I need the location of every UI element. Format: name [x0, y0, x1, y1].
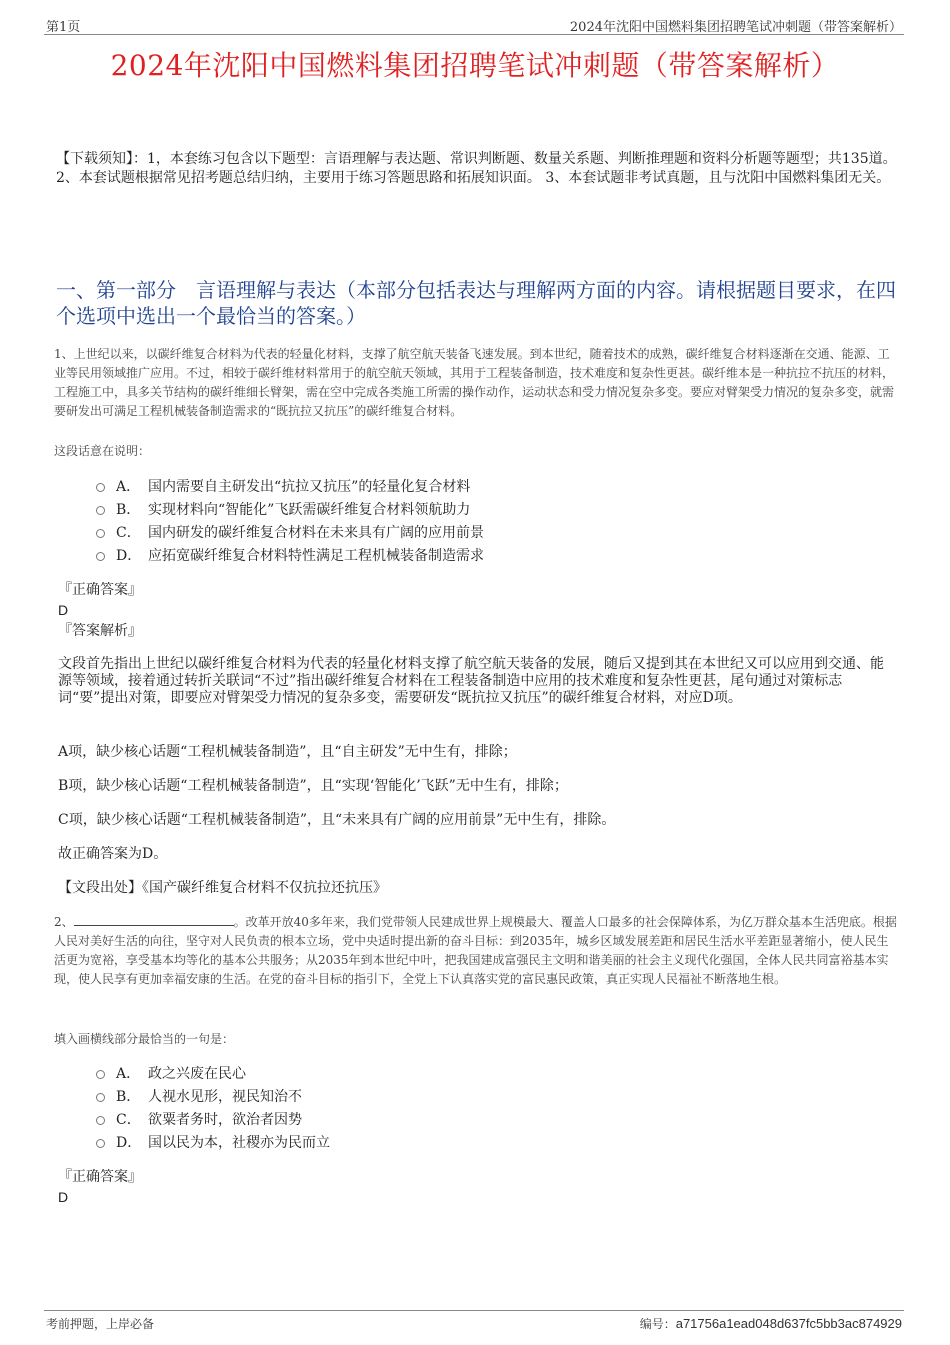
answer-label: 『正确答案』: [58, 582, 142, 598]
radio-icon[interactable]: [96, 1116, 105, 1125]
question-1-text: 1、上世纪以来，以碳纤维复合材料为代表的轻量化材料，支撑了航空航天装备飞速发展。到本世纪，随着技术的成熟，碳纤维复合材料逐渐在交通、能源、工业等民用领域推广应用。不过，相较于碳纤维材料常用于的航空航天领域，其用于工程装备制造，技术难度和复杂性更甚。碳纤维本是一种抗拉不抗压的材料，工程施工中，具多关节结构的碳纤维细长臂架，需在空中完成各类施工所需的操作动作，运动状态和受力情况复杂多变。要应对臂架受力情况的复杂多变，就需要研发出可满足工程机械装备制造需求的“既抗拉又抗压”的碳纤维复合材料。: [54, 347, 895, 418]
answer-label: 『正确答案』: [58, 1169, 142, 1185]
option-letter: C．: [116, 1111, 141, 1128]
page-footer: [44, 1310, 904, 1331]
page-number: 第1页: [46, 20, 81, 35]
option-text: 人视水见形，视民知治不: [148, 1088, 302, 1105]
option-a[interactable]: [96, 1061, 330, 1084]
analysis-conclusion: 故正确答案为D。: [58, 846, 168, 862]
option-text: 政之兴废在民心: [148, 1065, 246, 1082]
radio-icon[interactable]: [96, 1093, 105, 1102]
question-2-body: 。改革开放40多年来，我们党带领人民建成世界上规模最大、覆盖人口最多的社会保障体系，为亿万群众基本生活兜底。根据人民对美好生活的向往，坚守对人民负责的根本立场，党中央适时提出新的奋斗目标：到2035年，城乡区域发展差距和居民生活水平差距显著缩小，使人民生活更为宽裕，享受基本均等化的基本公共服务；从2035年到本世纪中叶，把我国建成富强民主文明和谐美丽的社会主义现代化强国，全体人民共同富裕基本实现，使人民享有更加幸福安康的生活。在党的奋斗目标的指引下，全党上下认真落实党的富民惠民政策，真正实现人民福祉不断落地生根。: [54, 915, 897, 986]
option-text: 实现材料向“智能化”飞跃需碳纤维复合材料领航助力: [148, 501, 471, 518]
radio-icon[interactable]: [96, 506, 105, 515]
option-letter: A．: [116, 1065, 141, 1082]
option-d[interactable]: [96, 1130, 330, 1153]
option-c[interactable]: [96, 520, 484, 543]
footer-code: a71756a1ead048d637fc5bb3ac874929: [675, 1316, 902, 1331]
question-2-text: [54, 913, 900, 989]
question-1-prompt: 这段话意在说明：: [54, 444, 151, 458]
option-text: 国内研发的碳纤维复合材料在未来具有广阔的应用前景: [148, 524, 484, 541]
option-text: 国内需要自主研发出“抗拉又抗压”的轻量化复合材料: [148, 478, 471, 495]
option-letter: C．: [116, 524, 141, 541]
radio-icon[interactable]: [96, 483, 105, 492]
radio-icon[interactable]: [96, 552, 105, 561]
download-notice: 【下载须知】：1，本套练习包含以下题型：言语理解与表达题、常识判断题、数量关系题、判断推理题和资料分析题等题型；共135道。 2、本套试题根据常见招考题总结归纳，主要用于练习答题思路和拓展知识面。 3、本套试题非考试真题，且与沈阳中国燃料集团无关。: [56, 151, 897, 186]
radio-icon[interactable]: [96, 529, 105, 538]
section-heading: 一、第一部分 言语理解与表达（本部分包括表达与理解两方面的内容。请根据题目要求，在四个选项中选出一个最恰当的答案。）: [56, 278, 896, 328]
option-letter: B．: [116, 501, 141, 518]
footer-code-wrap: [640, 1315, 902, 1332]
option-letter: D．: [116, 547, 142, 564]
analysis-option-c: C项，缺少核心话题“工程机械装备制造”，且“未来具有广阔的应用前景”无中生有，排除。: [58, 812, 616, 828]
option-letter: A．: [116, 478, 141, 495]
option-c[interactable]: [96, 1107, 330, 1130]
option-text: 欲粟者务时，欲治者因势: [148, 1111, 302, 1128]
option-d[interactable]: [96, 543, 484, 566]
radio-icon[interactable]: [96, 1139, 105, 1148]
document-title: 2024年沈阳中国燃料集团招聘笔试冲刺题（带答案解析）: [110, 49, 840, 82]
option-text: 国以民为本，社稷亦为民而立: [148, 1134, 330, 1151]
page-header: [44, 14, 904, 35]
analysis-text: 文段首先指出上世纪以碳纤维复合材料为代表的轻量化材料支撑了航空航天装备的发展，随后又提到其在本世纪又可以应用到交通、能源等领域，接着通过转折关联词“不过”指出碳纤维复合材料在工程装备制造中应用的技术难度和复杂性更甚，尾句通过对策标志词“要”提出对策，即要应对臂架受力情况的复杂多变，需要研发“既抗拉又抗压”的碳纤维复合材料，对应D项。: [58, 656, 884, 706]
option-b[interactable]: [96, 1084, 330, 1107]
analysis-option-b: B项，缺少核心话题“工程机械装备制造”，且“实现‘智能化’飞跃”无中生有，排除；: [58, 778, 568, 794]
question-2-prompt: 填入画横线部分最恰当的一句是：: [54, 1032, 235, 1046]
analysis-option-a: A项，缺少核心话题“工程机械装备制造”，且“自主研发”无中生有，排除；: [58, 744, 517, 760]
question-1-options: [96, 474, 484, 566]
fill-blank[interactable]: [74, 913, 234, 926]
radio-icon[interactable]: [96, 1070, 105, 1079]
option-letter: D．: [116, 1134, 142, 1151]
header-doc-title: 2024年沈阳中国燃料集团招聘笔试冲刺题（带答案解析）: [569, 20, 902, 35]
footer-slogan: 考前押题，上岸必备: [46, 1317, 155, 1331]
option-a[interactable]: [96, 474, 484, 497]
option-text: 应拓宽碳纤维复合材料特性满足工程机械装备制造需求: [148, 547, 484, 564]
question-2-number: 2、: [54, 915, 74, 929]
answer-value: D: [58, 1189, 69, 1205]
footer-code-label: 编号：: [639, 1317, 676, 1331]
question-2-options: [96, 1061, 330, 1153]
answer-value: D: [58, 602, 69, 618]
option-letter: B．: [116, 1088, 141, 1105]
passage-source: 【文段出处】《国产碳纤维复合材料不仅抗拉还抗压》: [58, 880, 387, 896]
analysis-label: 『答案解析』: [58, 623, 142, 639]
option-b[interactable]: [96, 497, 484, 520]
